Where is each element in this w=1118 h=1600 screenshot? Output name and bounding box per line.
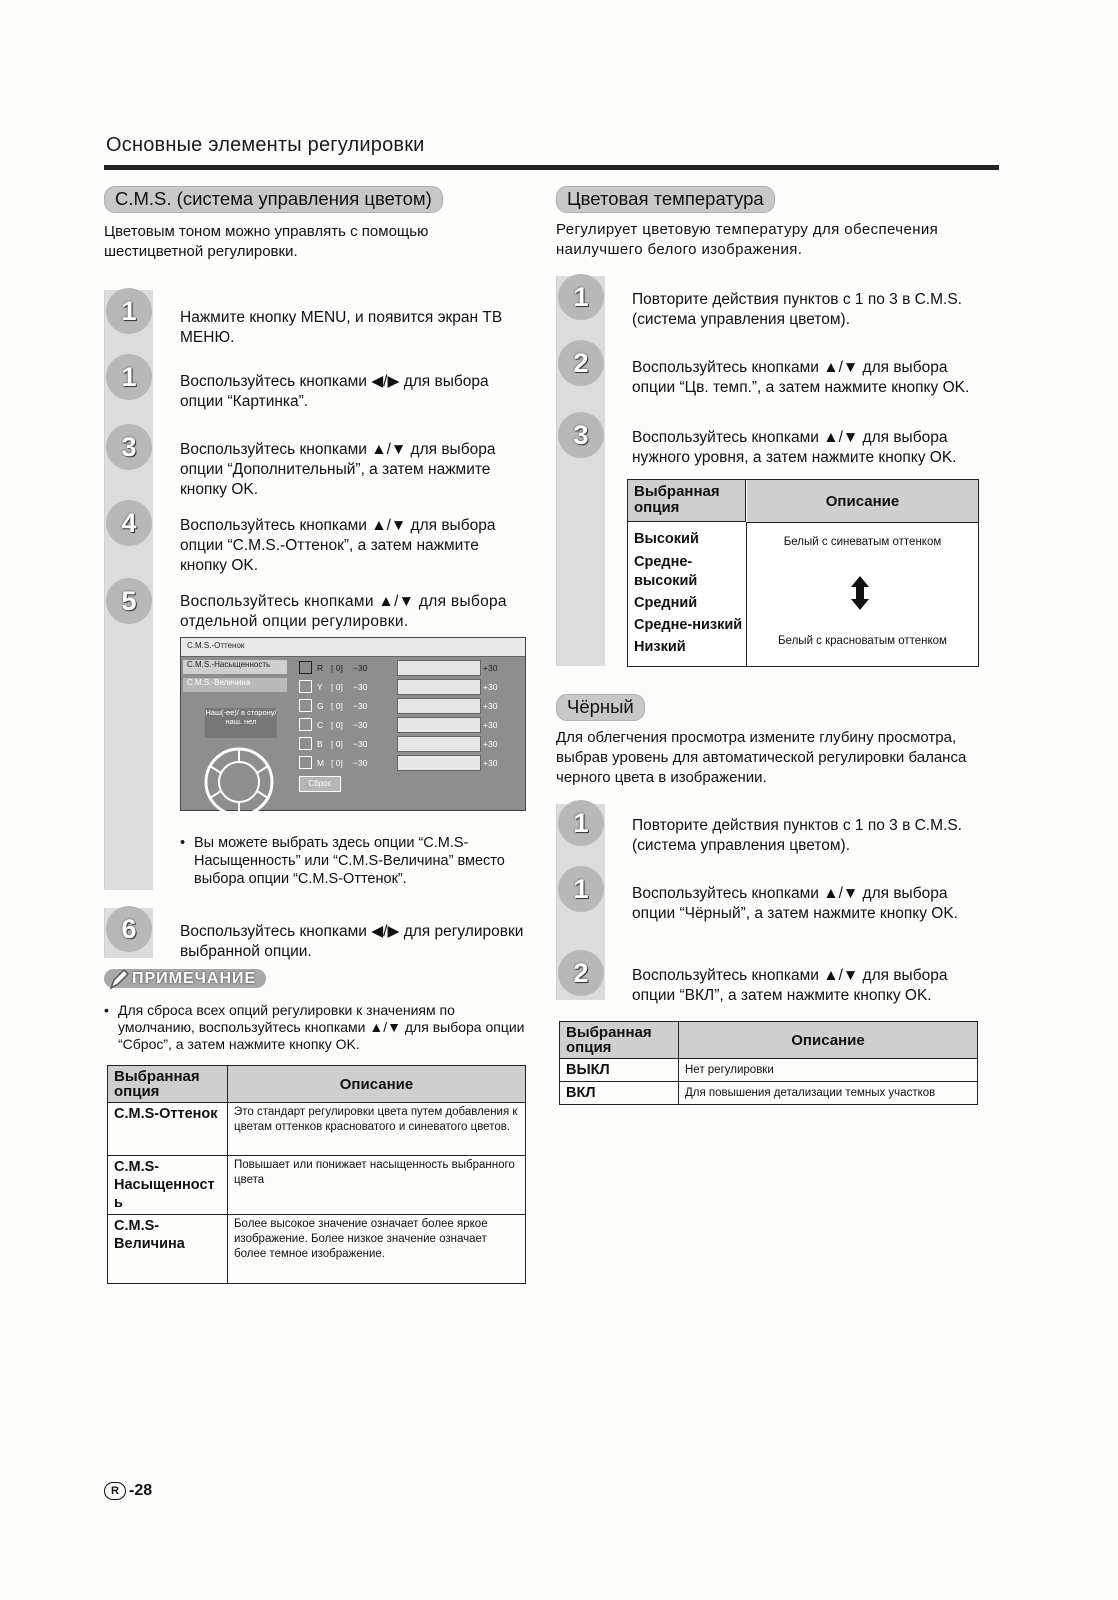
black-step-2-text: Воспользуйтесь кнопками ▲/▼ для выбора опции “Чёрный”, а затем нажмите кнопку OK. — [632, 885, 958, 922]
osd-slider — [397, 717, 481, 733]
osd-row — [299, 679, 375, 694]
osd-row — [299, 736, 375, 751]
osd-slider — [397, 660, 481, 676]
osd-row-max: +30 — [483, 757, 498, 768]
step-number-badge: 2 — [558, 950, 604, 996]
table-option: Низкий — [634, 639, 686, 655]
cms-osd-screen — [180, 637, 526, 811]
osd-checkbox — [299, 756, 312, 769]
black-step-3-text: Воспользуйтесь кнопками ▲/▼ для выбора опции “ВКЛ”, а затем нажмите кнопку OK. — [632, 967, 948, 1004]
table-option: C.M.S-Насыщенность — [108, 1156, 228, 1215]
osd-menu-item: C.M.S.-Насыщенность — [183, 660, 287, 674]
osd-row-min: −30 — [353, 700, 368, 711]
ct-intro: Регулирует цветовую температуру для обеспечения наилучшего белого изображения. — [556, 221, 939, 258]
cms-bullet: • Вы можете выбрать здесь опции “C.M.S-Насыщенность” или “C.M.S-Величина” вместо выбора опции “C.M.S-Оттенок”. — [180, 834, 526, 888]
table-option: Высокий — [634, 531, 699, 547]
osd-checkbox — [299, 661, 312, 674]
osd-row-max: +30 — [483, 700, 498, 711]
table-option: Средний — [634, 595, 698, 611]
osd-top-bar — [181, 638, 525, 657]
osd-row-value: [ 0] — [331, 738, 343, 749]
osd-checkbox — [299, 737, 312, 750]
step-number-badge: 1 — [106, 288, 152, 334]
table-row — [560, 1059, 978, 1082]
note-text: Для сброса всех опций регулировки к значениям по умолчанию, воспользуйтесь кнопками ▲/▼ для выбора опции “Сброс”, а затем нажмите кнопку OK. — [118, 1002, 525, 1052]
up-down-arrow-icon — [850, 576, 870, 610]
step-number-badge: 1 — [558, 866, 604, 912]
table-header-option: Выбранная опция — [560, 1022, 679, 1059]
osd-slider — [397, 679, 481, 695]
step-number-badge: 1 — [106, 354, 152, 400]
cms-step-5-text: Воспользуйтесь кнопками ▲/▼ для выбора отдельной опции регулировки. — [180, 593, 507, 630]
page-number — [104, 1482, 152, 1500]
osd-slider — [397, 736, 481, 752]
table-option: ВЫКЛ — [560, 1059, 679, 1082]
step-number-badge: 1 — [558, 800, 604, 846]
step-number-badge: 5 — [106, 578, 152, 624]
table-option: ВКЛ — [560, 1082, 679, 1105]
black-step-1-text: Повторите действия пунктов с 1 по 3 в C.M.S. (система управления цветом). — [632, 817, 962, 854]
osd-checkbox — [299, 718, 312, 731]
cms-step-1-text: Нажмите кнопку MENU, и появится экран ТВ МЕНЮ. — [180, 309, 503, 346]
table-header-description: Описание — [679, 1022, 978, 1059]
cms-step-3-text: Воспользуйтесь кнопками ▲/▼ для выбора опции “Дополнительный”, а затем нажмите кнопку OK. — [180, 441, 496, 498]
osd-row — [299, 755, 375, 770]
step-number-badge: 3 — [558, 412, 604, 458]
osd-row-max: +30 — [483, 662, 498, 673]
osd-row — [299, 698, 375, 713]
osd-row-max: +30 — [483, 738, 498, 749]
osd-row-max: +30 — [483, 681, 498, 692]
step-number-badge: 2 — [558, 340, 604, 386]
table-header-description: Описание — [747, 480, 978, 523]
cms-section-title: C.M.S. (система управления цветом) — [104, 186, 443, 213]
table-description: Белый с красноватым оттенком — [778, 635, 947, 647]
osd-menu-item: C.M.S.-Оттенок — [187, 641, 245, 650]
osd-row-channel: B — [317, 738, 323, 749]
osd-color-wheel-icon — [203, 746, 275, 818]
osd-row-channel: G — [317, 700, 324, 711]
note-header: ПРИМЕЧАНИЕ — [104, 969, 266, 988]
osd-slider — [397, 755, 481, 771]
osd-slider — [397, 698, 481, 714]
ct-step-1-text: Повторите действия пунктов с 1 по 3 в C.M.S. (система управления цветом). — [632, 291, 962, 328]
ct-step-strip — [556, 276, 605, 666]
osd-row-channel: Y — [317, 681, 323, 692]
step-number-badge: 1 — [558, 274, 604, 320]
ct-section-title-wrap — [556, 186, 775, 213]
osd-row-value: [ 0] — [331, 719, 343, 730]
table-row — [108, 1215, 526, 1284]
step-number-badge: 4 — [106, 500, 152, 546]
black-section-title: Чёрный — [556, 694, 645, 721]
table-description: Повышает или понижает насыщенность выбранного цвета — [228, 1156, 526, 1215]
step-number-badge: 6 — [106, 906, 152, 952]
table-description: Нет регулировки — [679, 1059, 978, 1082]
table-header-option: Выбранная опция — [108, 1066, 228, 1103]
cms-section-title-wrap — [104, 186, 443, 213]
ct-section-title: Цветовая температура — [556, 186, 775, 213]
osd-menu-item: C.M.S.-Величина — [183, 678, 287, 692]
osd-row-value: [ 0] — [331, 700, 343, 711]
step-number-badge: 3 — [106, 424, 152, 470]
pencil-icon — [108, 968, 130, 992]
osd-reset-button: Сброс — [299, 776, 341, 792]
cms-step-4-text: Воспользуйтесь кнопками ▲/▼ для выбора опции “C.M.S.-Оттенок”, а затем нажмите кнопку OK. — [180, 517, 496, 574]
osd-checkbox — [299, 699, 312, 712]
cms-intro: Цветовым тоном можно управлять с помощью шестицветной регулировки. — [104, 223, 429, 260]
black-section-title-wrap — [556, 694, 645, 721]
page-number-text: -28 — [129, 1482, 153, 1499]
osd-row — [299, 717, 375, 732]
table-description: Белый с синеватым оттенком — [783, 536, 942, 548]
table-header-option: Выбранная опция — [628, 480, 746, 522]
ct-options-table — [627, 479, 979, 667]
header-rule — [104, 165, 999, 170]
ct-step-3-text: Воспользуйтесь кнопками ▲/▼ для выбора нужного уровня, а затем нажмите кнопку OK. — [632, 429, 957, 466]
black-intro: Для облегчения просмотра измените глубину просмотра, выбрав уровень для автоматической регулировки баланса черного цвета в изображении. — [556, 729, 967, 786]
page-header: Основные элементы регулировки — [106, 134, 425, 156]
table-option: Средне-низкий — [634, 617, 743, 633]
black-options-table — [559, 1021, 978, 1105]
ct-step-2-text: Воспользуйтесь кнопками ▲/▼ для выбора опции “Цв. темп.”, а затем нажмите кнопку OK. — [632, 359, 970, 396]
osd-checkbox — [299, 680, 312, 693]
table-row — [108, 1156, 526, 1215]
osd-row-min: −30 — [353, 757, 368, 768]
osd-side-label: Наш(-ее)/ в сторону/ наш. нел — [205, 708, 277, 738]
region-r-icon: R — [104, 1482, 126, 1500]
table-row — [108, 1103, 526, 1156]
osd-row-max: +30 — [483, 719, 498, 730]
osd-row-value: [ 0] — [331, 757, 343, 768]
cms-bullet-text: Вы можете выбрать здесь опции “C.M.S-Насыщенность” или “C.M.S-Величина” вместо выбора опции “C.M.S-Оттенок”. — [194, 835, 505, 887]
osd-row-value: [ 0] — [331, 681, 343, 692]
cms-step-6-text: Воспользуйтесь кнопками ◀/▶ для регулировки выбранной опции. — [180, 923, 524, 960]
table-description: Более высокое значение означает более яркое изображение. Более низкое значение означает более темное изображение. — [228, 1215, 526, 1284]
osd-row — [299, 660, 375, 675]
osd-row-channel: R — [317, 662, 324, 673]
osd-row-min: −30 — [353, 738, 368, 749]
table-description: Для повышения детализации темных участков — [679, 1082, 978, 1105]
table-option: Средне-высокий — [634, 554, 698, 589]
osd-row-value: [ 0] — [331, 662, 343, 673]
table-option: C.M.S-Оттенок — [108, 1103, 228, 1156]
cms-step-2-text: Воспользуйтесь кнопками ◀/▶ для выбора опции “Картинка”. — [180, 373, 489, 410]
osd-row-channel: M — [317, 757, 325, 768]
note-item: • Для сброса всех опций регулировки к значениям по умолчанию, воспользуйтесь кнопками ▲/▼ для выбора опции “Сброс”, а затем нажмите кнопку OK. — [104, 1002, 528, 1053]
osd-row-channel: C — [317, 719, 324, 730]
osd-row-min: −30 — [353, 719, 368, 730]
table-option: C.M.S-Величина — [108, 1215, 228, 1284]
table-description: Это стандарт регулировки цвета путем добавления к цветам оттенков красноватого и синеватого цветов. — [228, 1103, 526, 1156]
table-header-description: Описание — [228, 1066, 526, 1103]
osd-row-min: −30 — [353, 662, 368, 673]
table-row — [560, 1082, 978, 1105]
cms-options-table — [107, 1065, 526, 1284]
osd-row-min: −30 — [353, 681, 368, 692]
